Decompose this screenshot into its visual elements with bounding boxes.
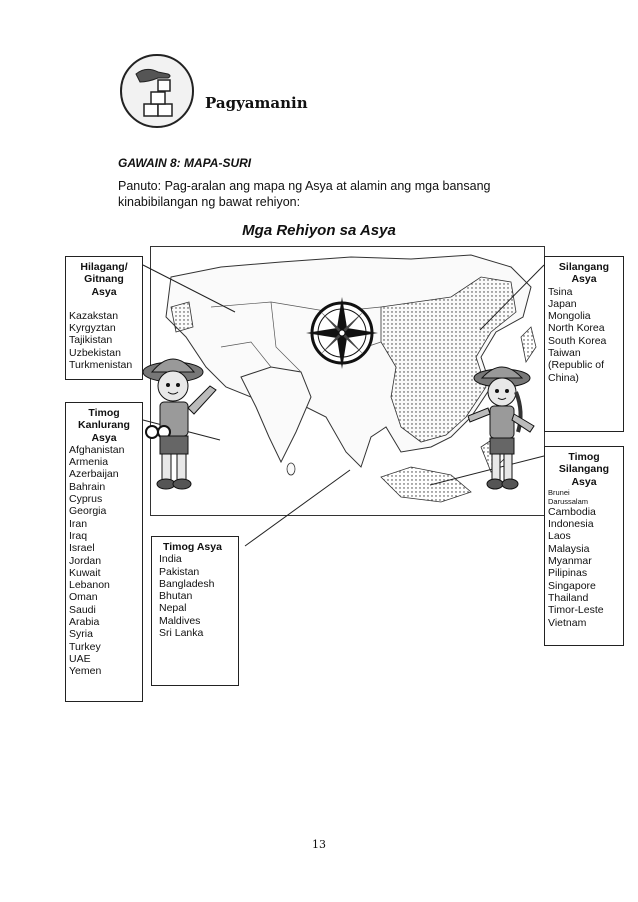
country-item: Armenia — [69, 456, 109, 469]
country-item: South Korea — [548, 334, 607, 347]
country-item: Turkmenistan — [69, 359, 133, 372]
region-title-line: Silangang — [558, 261, 610, 273]
country-item: Maldives — [159, 614, 201, 627]
country-item: Bhutan — [159, 590, 193, 603]
country-item: Timor-Leste — [548, 604, 604, 617]
country-item: Yemen — [69, 665, 102, 678]
country-item: Tsina — [548, 285, 573, 298]
country-item: Thailand — [548, 591, 589, 604]
country-list — [69, 310, 139, 371]
country-item: Saudi — [69, 603, 96, 616]
region-title — [69, 407, 139, 444]
country-item: Tajikistan — [69, 334, 113, 347]
country-item: Kuwait — [69, 566, 101, 579]
region-title — [548, 451, 620, 488]
country-list — [548, 506, 620, 629]
country-item: Malaysia — [548, 542, 590, 555]
country-item: Iran — [69, 517, 88, 530]
region-box-silangang-asya — [544, 256, 624, 432]
country-item: Japan — [548, 297, 577, 310]
instructions: Panuto: Pag-aralan ang mapa ng Asya at alamin ang mga bansang kinabibilangan ng bawat rehiyon: — [118, 179, 491, 209]
region-box-timog-asya — [151, 536, 239, 686]
country-item: Azerbaijan — [69, 468, 119, 481]
region-title-line: Silangang — [558, 463, 610, 476]
region-box-timog-kanlurang-asya — [65, 402, 143, 702]
country-item: Nepal — [159, 602, 187, 615]
country-item-small-line: Darussalam — [548, 496, 589, 506]
section-title: Pagyamanin — [205, 94, 308, 112]
map-title: Mga Rehiyon sa Asya — [242, 222, 396, 239]
country-item: UAE — [69, 652, 91, 665]
country-item: Pakistan — [159, 565, 200, 578]
country-item: Syria — [69, 628, 93, 641]
region-title-line: Asya — [91, 431, 117, 444]
country-item: Myanmar — [548, 555, 592, 568]
country-item: Uzbekistan — [69, 346, 121, 359]
country-item: Bangladesh — [159, 577, 215, 590]
country-item: Kyrgyztan — [69, 322, 116, 335]
country-item-small-line: Brunei — [548, 487, 570, 497]
country-item: Oman — [69, 591, 98, 604]
country-item: Georgia — [69, 505, 107, 518]
country-item: Israel — [69, 542, 95, 555]
region-title-line: Hilagang/ — [80, 261, 128, 273]
girl-explorer-illustration — [462, 362, 542, 502]
country-item: Lebanon — [69, 579, 110, 592]
country-item: Indonesia — [548, 518, 594, 531]
country-item: Bahrain — [69, 480, 106, 493]
page-number: 13 — [312, 838, 326, 851]
country-item: India — [159, 553, 182, 566]
country-list — [548, 286, 620, 384]
country-item: Taiwan — [548, 347, 581, 360]
country-item: Sri Lanka — [159, 627, 204, 640]
region-title-line: Asya — [91, 285, 117, 298]
region-title-line: Timog — [88, 407, 120, 419]
region-title — [69, 261, 139, 298]
country-item: Singapore — [548, 579, 596, 592]
country-item: Jordan — [69, 554, 102, 567]
region-box-timog-silangang-asya — [544, 446, 624, 646]
boy-explorer-illustration — [138, 350, 228, 500]
country-list — [69, 444, 139, 678]
activity-title: GAWAIN 8: MAPA-SURI — [118, 156, 252, 170]
country-list — [155, 553, 235, 639]
region-box-hilagang-gitnang-asya — [65, 256, 143, 380]
country-item: China) — [548, 371, 579, 384]
region-title-line: Asya — [571, 273, 597, 286]
region-title: Timog Asya — [163, 541, 222, 553]
country-item: (Republic of — [548, 359, 605, 372]
country-item: Kazakstan — [69, 309, 119, 322]
country-item: Cyprus — [69, 493, 103, 506]
country-item-small — [548, 488, 620, 506]
region-title-line: Gitnang — [84, 273, 124, 286]
region-title — [548, 261, 620, 286]
country-item: Arabia — [69, 616, 100, 629]
country-item: Afghanistan — [69, 443, 125, 456]
country-item: Turkey — [69, 640, 101, 653]
region-title-line: Asya — [571, 475, 597, 488]
region-title-line: Kanlurang — [78, 419, 130, 432]
country-item: Iraq — [69, 529, 88, 542]
country-item: Mongolia — [548, 310, 591, 323]
country-item: North Korea — [548, 322, 605, 335]
country-item: Laos — [548, 530, 571, 543]
region-title-line: Timog — [568, 451, 600, 463]
country-item: Cambodia — [548, 505, 596, 518]
country-item: Vietnam — [548, 616, 587, 629]
country-item: Pilipinas — [548, 567, 588, 580]
